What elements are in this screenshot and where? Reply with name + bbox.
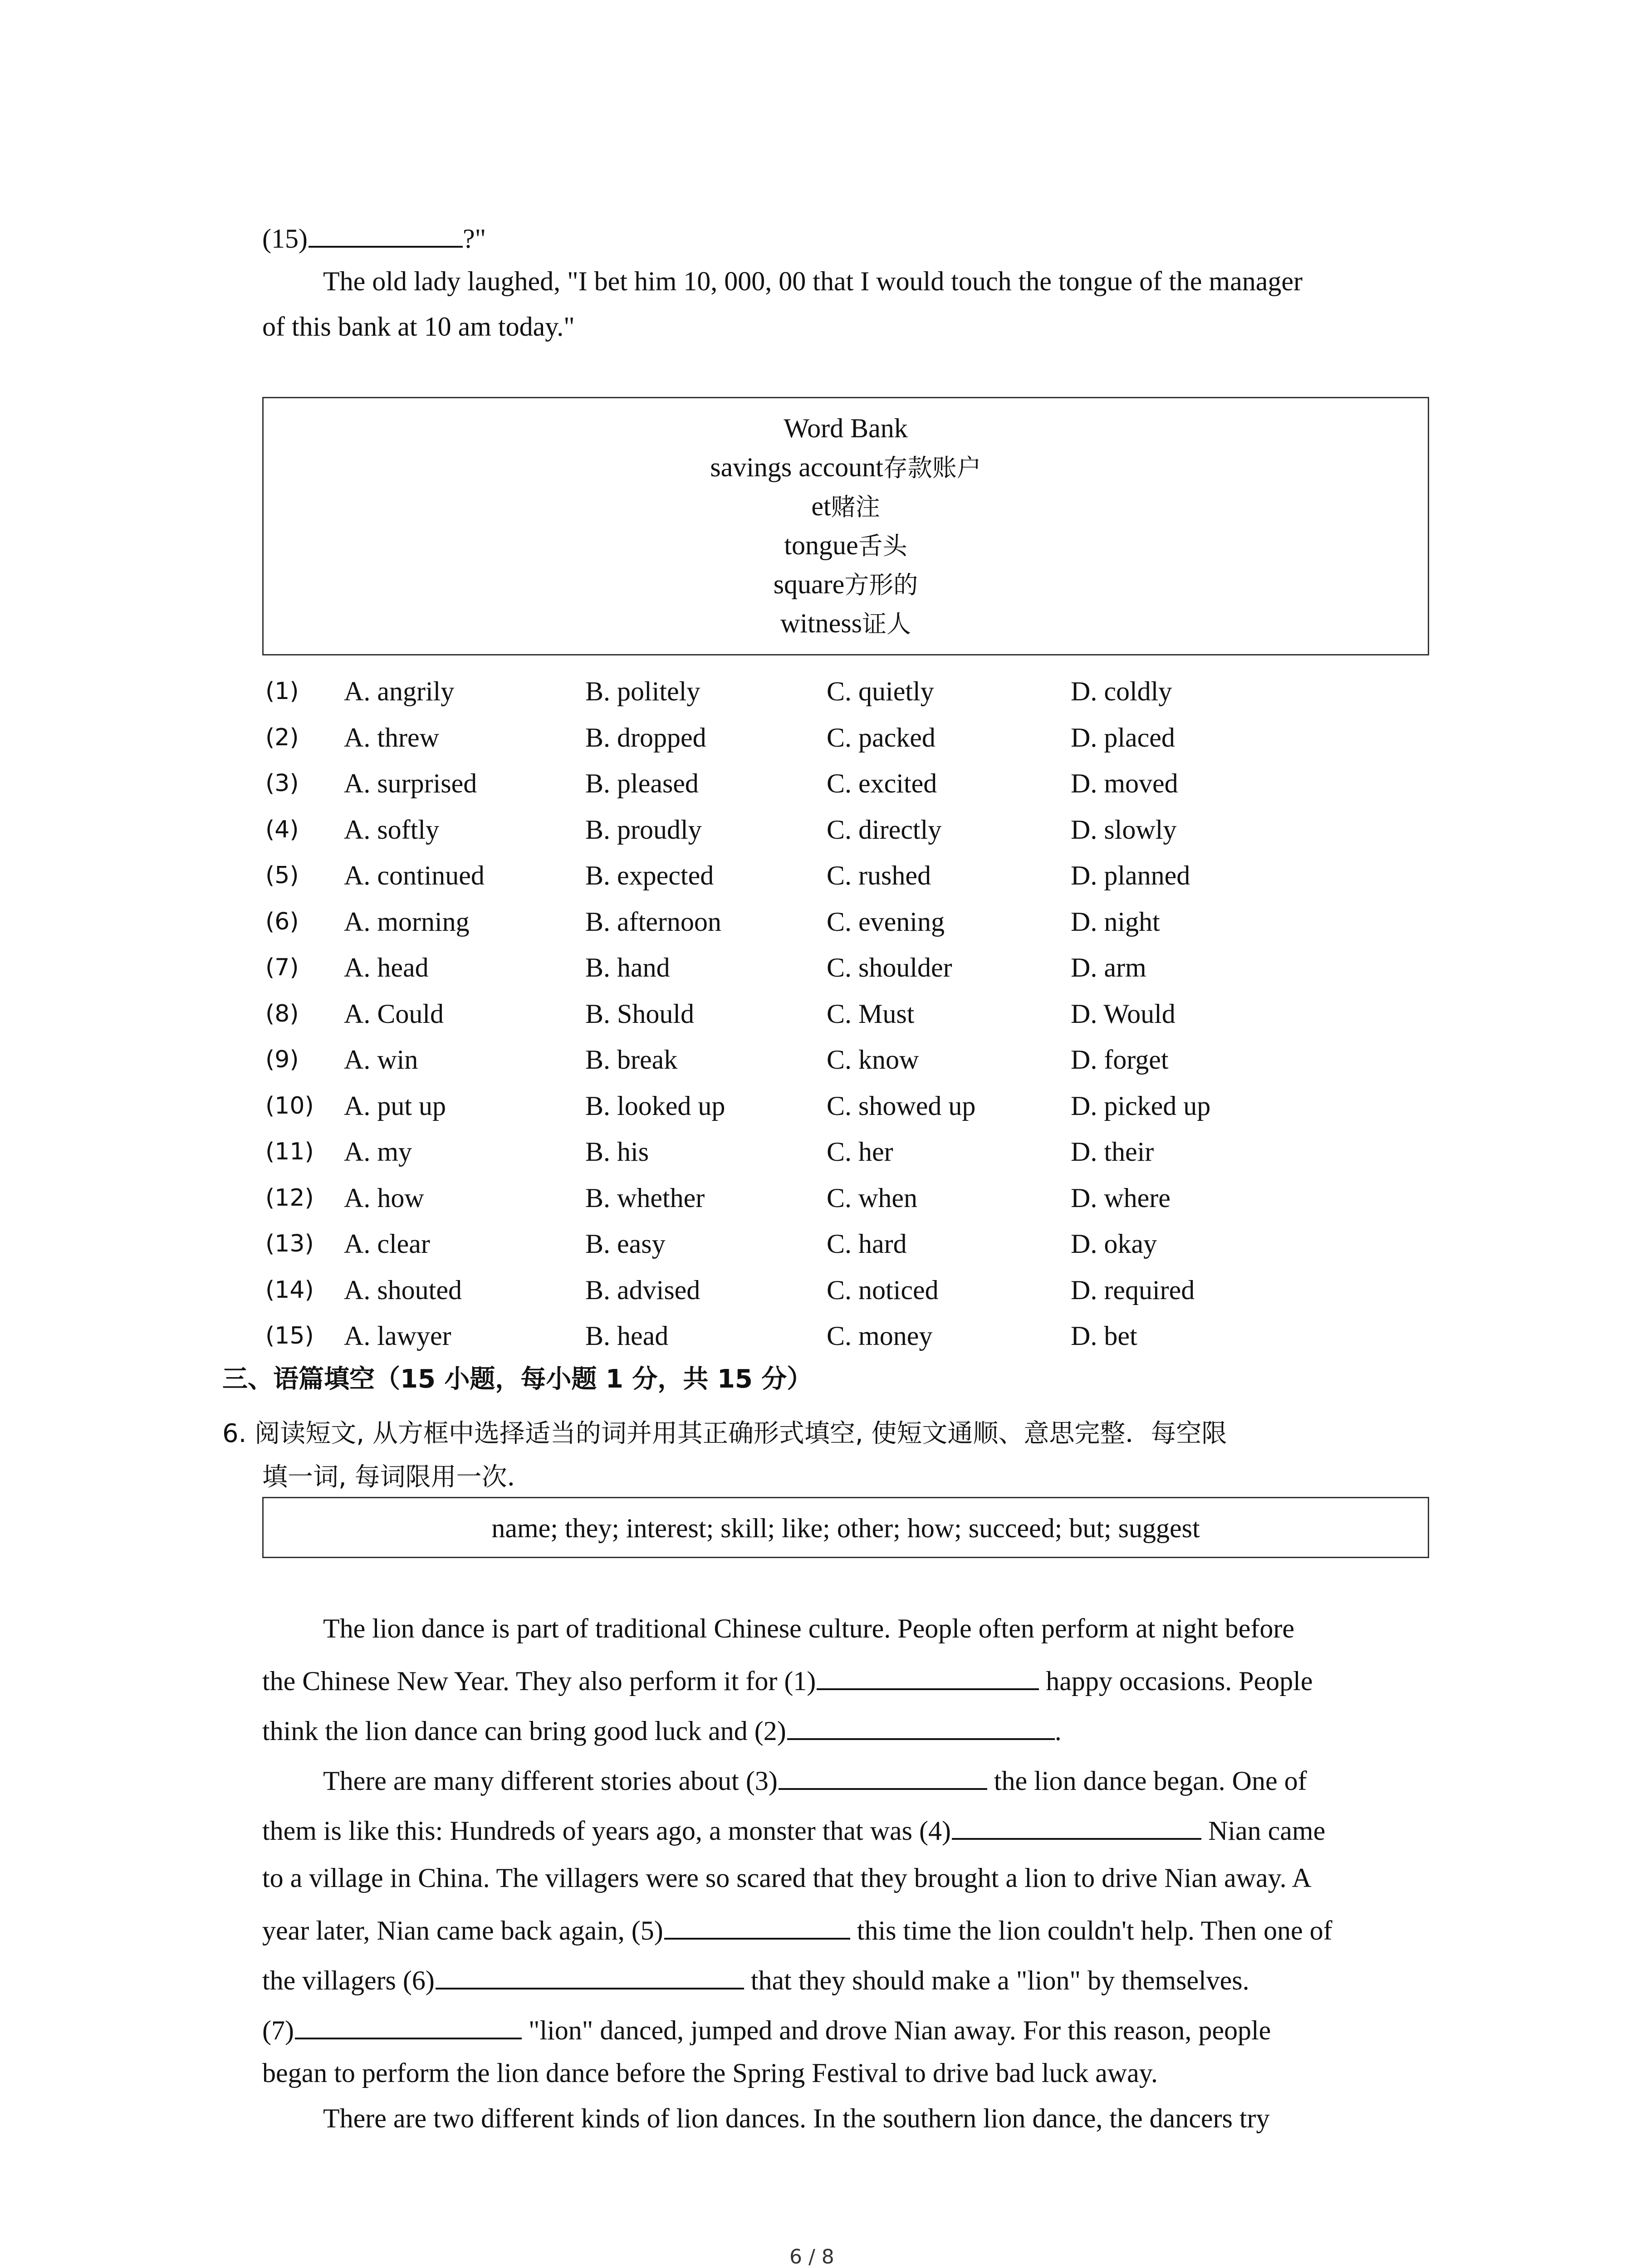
option-a[interactable]: A. clear bbox=[344, 1229, 430, 1259]
option-c[interactable]: C. shoulder bbox=[827, 953, 952, 982]
answer-blank-6[interactable] bbox=[436, 1964, 744, 1989]
passage-text: The old lady laughed, "I bet him 10, 000, 00 that I would touch the tongue of the manager bbox=[323, 266, 1303, 296]
option-c[interactable]: C. evening bbox=[827, 906, 945, 937]
option-c[interactable]: C. money bbox=[827, 1321, 933, 1351]
option-c[interactable]: C. noticed bbox=[827, 1275, 939, 1305]
option-a[interactable]: A. angrily bbox=[344, 676, 455, 706]
option-a[interactable]: A. Could bbox=[344, 998, 444, 1029]
answer-blank-5[interactable] bbox=[664, 1914, 850, 1940]
option-b[interactable]: B. advised bbox=[585, 1275, 700, 1305]
passage2-line: year later, Nian came back again, (5) this time the lion couldn't help. Then one of bbox=[262, 1914, 1332, 1944]
word-bank-box bbox=[262, 397, 1429, 655]
word-bank-title: Word Bank bbox=[784, 413, 908, 443]
option-d[interactable]: D. required bbox=[1071, 1275, 1195, 1305]
option-a[interactable]: A. how bbox=[344, 1183, 424, 1213]
option-b[interactable]: B. politely bbox=[585, 676, 700, 706]
word-bank-entry: witness证人 bbox=[780, 608, 911, 638]
option-a[interactable]: A. lawyer bbox=[344, 1321, 451, 1351]
option-a[interactable]: A. softly bbox=[344, 814, 439, 845]
option-c[interactable]: C. know bbox=[827, 1045, 919, 1075]
passage-text: of this bank at 10 am today." bbox=[262, 312, 575, 342]
option-a[interactable]: A. head bbox=[344, 953, 429, 982]
passage2-line: The lion dance is part of traditional Chinese culture. People often perform at night before bbox=[323, 1613, 1294, 1643]
question-number: (13) bbox=[265, 1230, 314, 1257]
passage2-line: began to perform the lion dance before the Spring Festival to drive bad luck away. bbox=[262, 2058, 1158, 2088]
page-number: 6 / 8 bbox=[789, 2245, 834, 2268]
blank-number: (15) bbox=[262, 224, 308, 254]
passage2-line: the Chinese New Year. They also perform it for (1) happy occasions. People bbox=[262, 1665, 1313, 1695]
answer-blank-2[interactable] bbox=[787, 1715, 1055, 1740]
option-b[interactable]: B. expected bbox=[585, 860, 714, 890]
passage2-line: There are many different stories about (3) the lion dance began. One of bbox=[323, 1765, 1307, 1794]
question-number: (8) bbox=[265, 1000, 299, 1027]
answer-blank-7[interactable] bbox=[295, 2014, 522, 2039]
passage2-line: There are two different kinds of lion dances. In the southern lion dance, the dancers try bbox=[323, 2103, 1270, 2133]
option-b[interactable]: B. his bbox=[585, 1137, 649, 1167]
word-choice-box bbox=[262, 1497, 1429, 1558]
option-c[interactable]: C. directly bbox=[827, 814, 942, 845]
option-d[interactable]: D. where bbox=[1071, 1183, 1171, 1213]
option-b[interactable]: B. easy bbox=[585, 1229, 666, 1259]
option-c[interactable]: C. when bbox=[827, 1183, 917, 1213]
option-c[interactable]: C. Must bbox=[827, 998, 915, 1029]
option-d[interactable]: D. okay bbox=[1071, 1229, 1157, 1259]
option-c[interactable]: C. quietly bbox=[827, 676, 934, 706]
option-a[interactable]: A. surprised bbox=[344, 768, 477, 798]
option-b[interactable]: B. looked up bbox=[585, 1090, 725, 1121]
option-c[interactable]: C. her bbox=[827, 1137, 893, 1167]
question-number: (14) bbox=[265, 1276, 314, 1304]
option-a[interactable]: A. shouted bbox=[344, 1275, 462, 1305]
question-number: (3) bbox=[265, 770, 299, 797]
option-a[interactable]: A. threw bbox=[344, 722, 439, 753]
question-number: (15) bbox=[265, 1322, 314, 1349]
answer-blank-3[interactable] bbox=[779, 1765, 987, 1790]
question-number: (2) bbox=[265, 723, 299, 751]
option-d[interactable]: D. moved bbox=[1071, 768, 1178, 798]
answer-blank-4[interactable] bbox=[952, 1814, 1201, 1840]
option-b[interactable]: B. dropped bbox=[585, 722, 706, 753]
word-bank-entry: savings account存款账户 bbox=[710, 452, 981, 482]
option-c[interactable]: C. hard bbox=[827, 1229, 907, 1259]
question-number: (6) bbox=[265, 908, 299, 935]
question-number: (10) bbox=[265, 1092, 314, 1119]
option-c[interactable]: C. rushed bbox=[827, 860, 931, 890]
option-a[interactable]: A. win bbox=[344, 1045, 418, 1075]
option-b[interactable]: B. afternoon bbox=[585, 906, 721, 937]
section-heading: 三、语篇填空（15 小题，每小题 1 分，共 15 分） bbox=[222, 1364, 813, 1394]
option-c[interactable]: C. showed up bbox=[827, 1090, 976, 1121]
question-number: (5) bbox=[265, 862, 299, 889]
option-a[interactable]: A. morning bbox=[344, 906, 470, 937]
passage2-line: the villagers (6) that they should make a "lion" by themselves. bbox=[262, 1964, 1249, 1994]
passage-line-15: (15) ?" bbox=[262, 222, 486, 252]
question-number: (9) bbox=[265, 1046, 299, 1073]
option-d[interactable]: D. their bbox=[1071, 1137, 1154, 1167]
question-6-instruction: 6. 阅读短文, 从方框中选择适当的词并用其正确形式填空, 使短文通顺、意思完整．每空限 bbox=[222, 1419, 1227, 1448]
option-b[interactable]: B. hand bbox=[585, 953, 670, 982]
option-d[interactable]: D. coldly bbox=[1071, 676, 1172, 706]
option-b[interactable]: B. Should bbox=[585, 998, 695, 1029]
option-b[interactable]: B. proudly bbox=[585, 814, 702, 845]
option-d[interactable]: D. planned bbox=[1071, 860, 1190, 890]
passage2-line: to a village in China. The villagers were so scared that they brought a lion to drive Nian away. A bbox=[262, 1863, 1312, 1893]
option-c[interactable]: C. packed bbox=[827, 722, 936, 753]
word-choice-list: name; they; interest; skill; like; other; how; succeed; but; suggest bbox=[491, 1513, 1200, 1543]
option-b[interactable]: B. whether bbox=[585, 1183, 705, 1213]
question-number: (11) bbox=[265, 1138, 314, 1165]
question-number: (1) bbox=[265, 678, 299, 705]
option-d[interactable]: D. night bbox=[1071, 906, 1160, 937]
passage2-line: think the lion dance can bring good luck and (2) . bbox=[262, 1715, 1062, 1745]
passage2-line: them is like this: Hundreds of years ago, a monster that was (4) Nian came bbox=[262, 1814, 1325, 1844]
passage2-line: (7) "lion" danced, jumped and drove Nian away. For this reason, people bbox=[262, 2014, 1271, 2044]
option-a[interactable]: A. put up bbox=[344, 1090, 446, 1121]
word-bank-entry: et赌注 bbox=[811, 491, 880, 521]
question-number: (4) bbox=[265, 816, 299, 843]
question-number: (12) bbox=[265, 1184, 314, 1212]
question-6-instruction-cont: 填一词, 每词限用一次． bbox=[262, 1462, 533, 1492]
option-d[interactable]: D. placed bbox=[1071, 722, 1175, 753]
option-a[interactable]: A. my bbox=[344, 1137, 412, 1167]
option-c[interactable]: C. excited bbox=[827, 768, 937, 798]
word-bank-entry: square方形的 bbox=[773, 569, 918, 599]
option-d[interactable]: D. picked up bbox=[1071, 1090, 1211, 1121]
answer-blank-1[interactable] bbox=[817, 1665, 1039, 1690]
option-b[interactable]: B. pleased bbox=[585, 768, 699, 798]
option-d[interactable]: D. bet bbox=[1071, 1321, 1137, 1351]
question-number: (7) bbox=[265, 954, 299, 981]
option-d[interactable]: D. Would bbox=[1071, 998, 1176, 1029]
word-bank-entry: tongue舌头 bbox=[784, 530, 907, 560]
option-d[interactable]: D. slowly bbox=[1071, 814, 1177, 845]
option-b[interactable]: B. break bbox=[585, 1045, 678, 1075]
option-a[interactable]: A. continued bbox=[344, 860, 485, 890]
option-d[interactable]: D. arm bbox=[1071, 953, 1146, 982]
answer-blank bbox=[309, 222, 463, 248]
option-b[interactable]: B. head bbox=[585, 1321, 669, 1351]
option-d[interactable]: D. forget bbox=[1071, 1045, 1169, 1075]
